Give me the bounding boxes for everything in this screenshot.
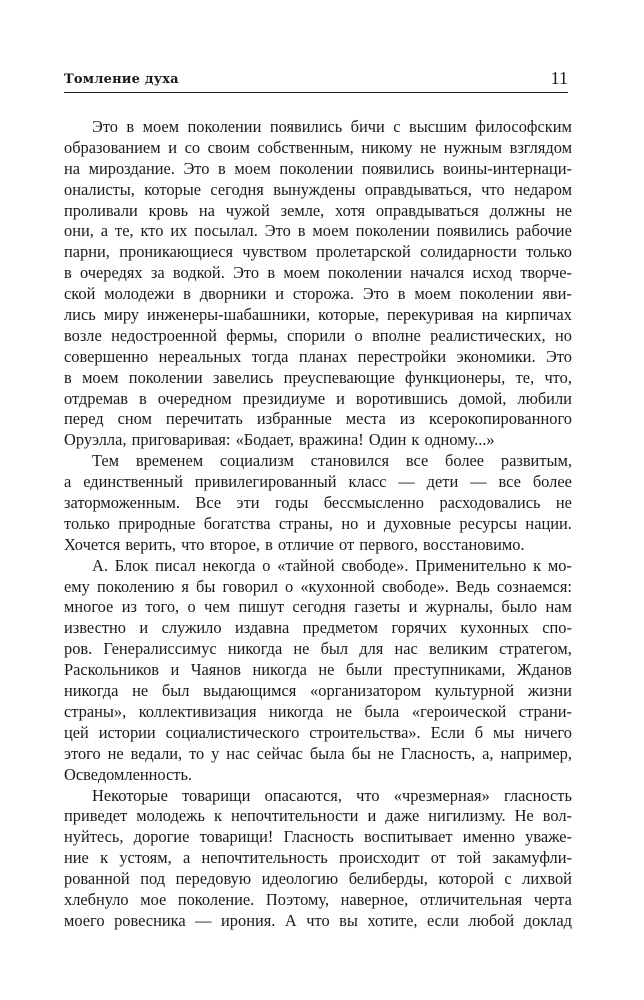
text-line: Раскольников и Чаянов никогда не были преступниками, Жданов bbox=[64, 660, 572, 680]
text-line: они, а те, кто их посылал. Это в моем поколении появились рабочие bbox=[64, 221, 572, 241]
text-line: проливали кровь на чужой земле, хотя оправдываться должны не bbox=[64, 200, 572, 220]
text-line: приведет молодежь к непочтительности и даже нигилизму. Не вол- bbox=[64, 806, 572, 826]
text-line: Это в моем поколении появились бичи с высшим философским bbox=[92, 117, 572, 136]
text-line: ние к устоям, а непочтительность происходит от той закамуфли- bbox=[64, 848, 572, 868]
text-line: Некоторые товарищи опасаются, что «чрезмерная» гласность bbox=[92, 785, 572, 805]
text-line: никогда не был выдающимся «организатором культурной жизни bbox=[64, 681, 572, 701]
text-line: а единственный привилегированный класс — дети — все более bbox=[64, 472, 572, 492]
text-line: известно и служило издавна предметом горячих кухонных спо- bbox=[64, 618, 572, 638]
text-line: хлебнуло мое поколение. Поэтому, наверное, отличительная черта bbox=[64, 889, 572, 909]
text-line: заторможенным. Все эти годы бессмысленно расходовались не bbox=[64, 493, 572, 513]
text-line: рованной под передовую идеологию белиберды, которой с лихвой bbox=[64, 869, 572, 889]
running-title: Томление духа bbox=[64, 72, 179, 87]
text-line: перед сном перечитать избранные места из ксерокопированного bbox=[64, 409, 572, 429]
text-line: Оруэлла, приговаривая: «Бодает, вражина! Один к одному...» bbox=[64, 430, 495, 450]
text-line: в очередях за водкой. Это в моем поколении начался исход творче- bbox=[64, 263, 572, 283]
text-line: ской молодежи в дворники и сторожа. Это в моем поколении яви- bbox=[64, 284, 572, 304]
text-line: отдремав в очередном президиуме и воротившись домой, любили bbox=[64, 388, 572, 408]
text-line: Тем временем социализм становился все более развитым, bbox=[92, 451, 572, 471]
text-line: ему поколению я бы говорил о «кухонной свободе». Ведь сознаемся: bbox=[64, 576, 572, 596]
page-number: 11 bbox=[550, 68, 568, 88]
text-line: А. Блок писал некогда о «тайной свободе». Применительно к мо- bbox=[92, 555, 572, 575]
text-line: образованием и со своим собственным, никому не нужным взглядом bbox=[64, 137, 572, 157]
text-line: на мироздание. Это в моем поколении появились воины-интернаци- bbox=[64, 158, 572, 178]
text-line: в моем поколении завелись преуспевающие функционеры, те, что, bbox=[64, 367, 572, 387]
text-line: цей истории социалистического строительства». Если б мы ничего bbox=[64, 722, 572, 742]
text-line: нуйтесь, дорогие товарищи! Гласность воспитывает именно уваже- bbox=[64, 827, 572, 847]
text-line: оналисты, которые сегодня вынуждены оправдываться, что недаром bbox=[64, 179, 572, 199]
text-line: совершенно нереальных тогда планах перестройки экономики. Это bbox=[64, 346, 572, 366]
text-line: многое из того, о чем пишут сегодня газеты и журналы, было нам bbox=[64, 597, 572, 617]
body-text bbox=[64, 117, 572, 932]
text-line: лись миру инженеры-шабашники, которые, перекуривая на кирпичах bbox=[64, 305, 572, 325]
text-line: парни, проникающиеся чувством пролетарской солидарности только bbox=[64, 242, 572, 262]
text-line: моего ровесника — ирония. А что вы хотите, если любой доклад bbox=[64, 910, 572, 930]
text-line: этого не ведали, то у нас сейчас была бы не Гласность, а, например, bbox=[64, 743, 572, 763]
text-line: возле недостроенной фермы, спорили о вполне реалистических, но bbox=[64, 325, 572, 345]
text-line: ров. Генералиссимус никогда не был для нас великим стратегом, bbox=[64, 639, 572, 659]
text-line: Хочется верить, что второе, в отличие от первого, восстановимо. bbox=[64, 534, 525, 554]
text-line: страны», коллективизация никогда не была «героической страни- bbox=[64, 701, 572, 721]
text-line: Осведомленность. bbox=[64, 764, 193, 784]
page-header bbox=[64, 66, 568, 93]
text-line: только природные богатства страны, но и духовные ресурсы нации. bbox=[64, 513, 572, 533]
